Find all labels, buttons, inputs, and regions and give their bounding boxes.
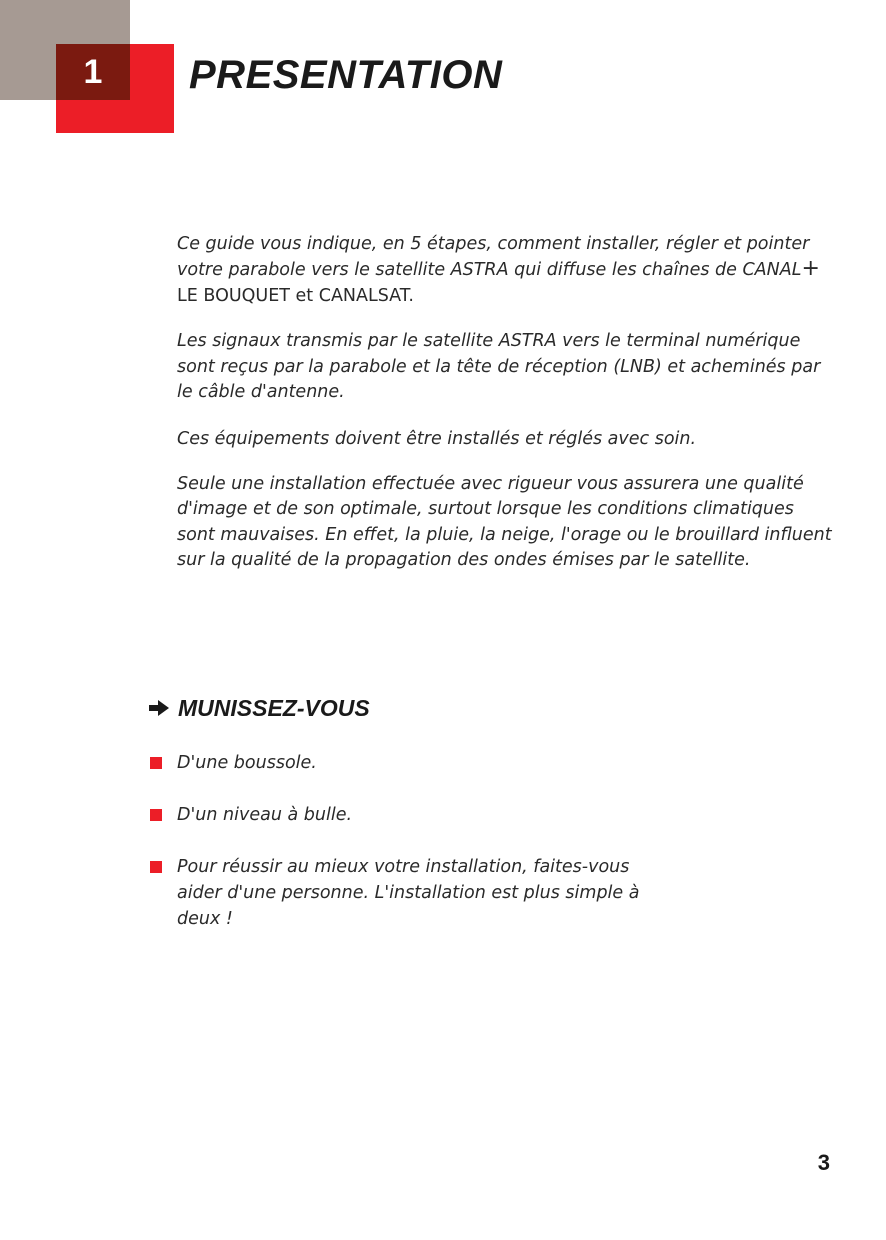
section-heading: [148, 690, 370, 726]
arrow-right-icon: [148, 699, 170, 717]
intro-paragraph-4: Seule une installation effectuée avec rigueur vous assurera une qualité d'image et de son optimale, surtout lorsque les conditions climatiques sont mauvaises. En effet, la pluie, la neige, l'orage ou le brouillard influent sur la qualité de la propagation des ondes émises par le satellite.: [177, 473, 832, 570]
bullet-square-icon: [150, 809, 162, 821]
intro-paragraph-3: Ces équipements doivent être installés et réglés avec soin.: [177, 428, 697, 449]
list-item-text: Pour réussir au mieux votre installation, faites-vous aider d'une personne. L'installation est plus simple à deux !: [177, 857, 640, 929]
intro-paragraph-1: [177, 231, 837, 309]
list-item: [150, 750, 810, 776]
list-item-text: D'une boussole.: [177, 753, 317, 773]
page-number: 3: [817, 1150, 830, 1175]
bullet-square-icon: [150, 757, 162, 769]
page-title: PRESENTATION: [189, 53, 503, 97]
list-item: [150, 854, 677, 932]
intro-text: [177, 231, 837, 594]
list-item: [150, 802, 810, 828]
intro-paragraph-1-text: Ce guide vous indique, en 5 étapes, comment installer, régler et pointer votre parabole vers le satellite ASTRA qui diffuse les chaînes de CANAL: [177, 234, 810, 280]
list-item-text: D'un niveau à bulle.: [177, 805, 353, 825]
section-heading-text: MUNISSEZ-VOUS: [178, 695, 370, 721]
intro-paragraph-1-end: LE BOUQUET et CANALSAT.: [177, 286, 414, 306]
equipment-list: [150, 750, 810, 932]
chapter-number: 1: [83, 53, 103, 91]
canal-plus-sign: +: [801, 256, 820, 281]
bullet-square-icon: [150, 861, 162, 873]
intro-paragraph-2: Les signaux transmis par le satellite ASTRA vers le terminal numérique sont reçus par la parabole et la tête de réception (LNB) et acheminés par le câble d'antenne.: [177, 331, 821, 402]
